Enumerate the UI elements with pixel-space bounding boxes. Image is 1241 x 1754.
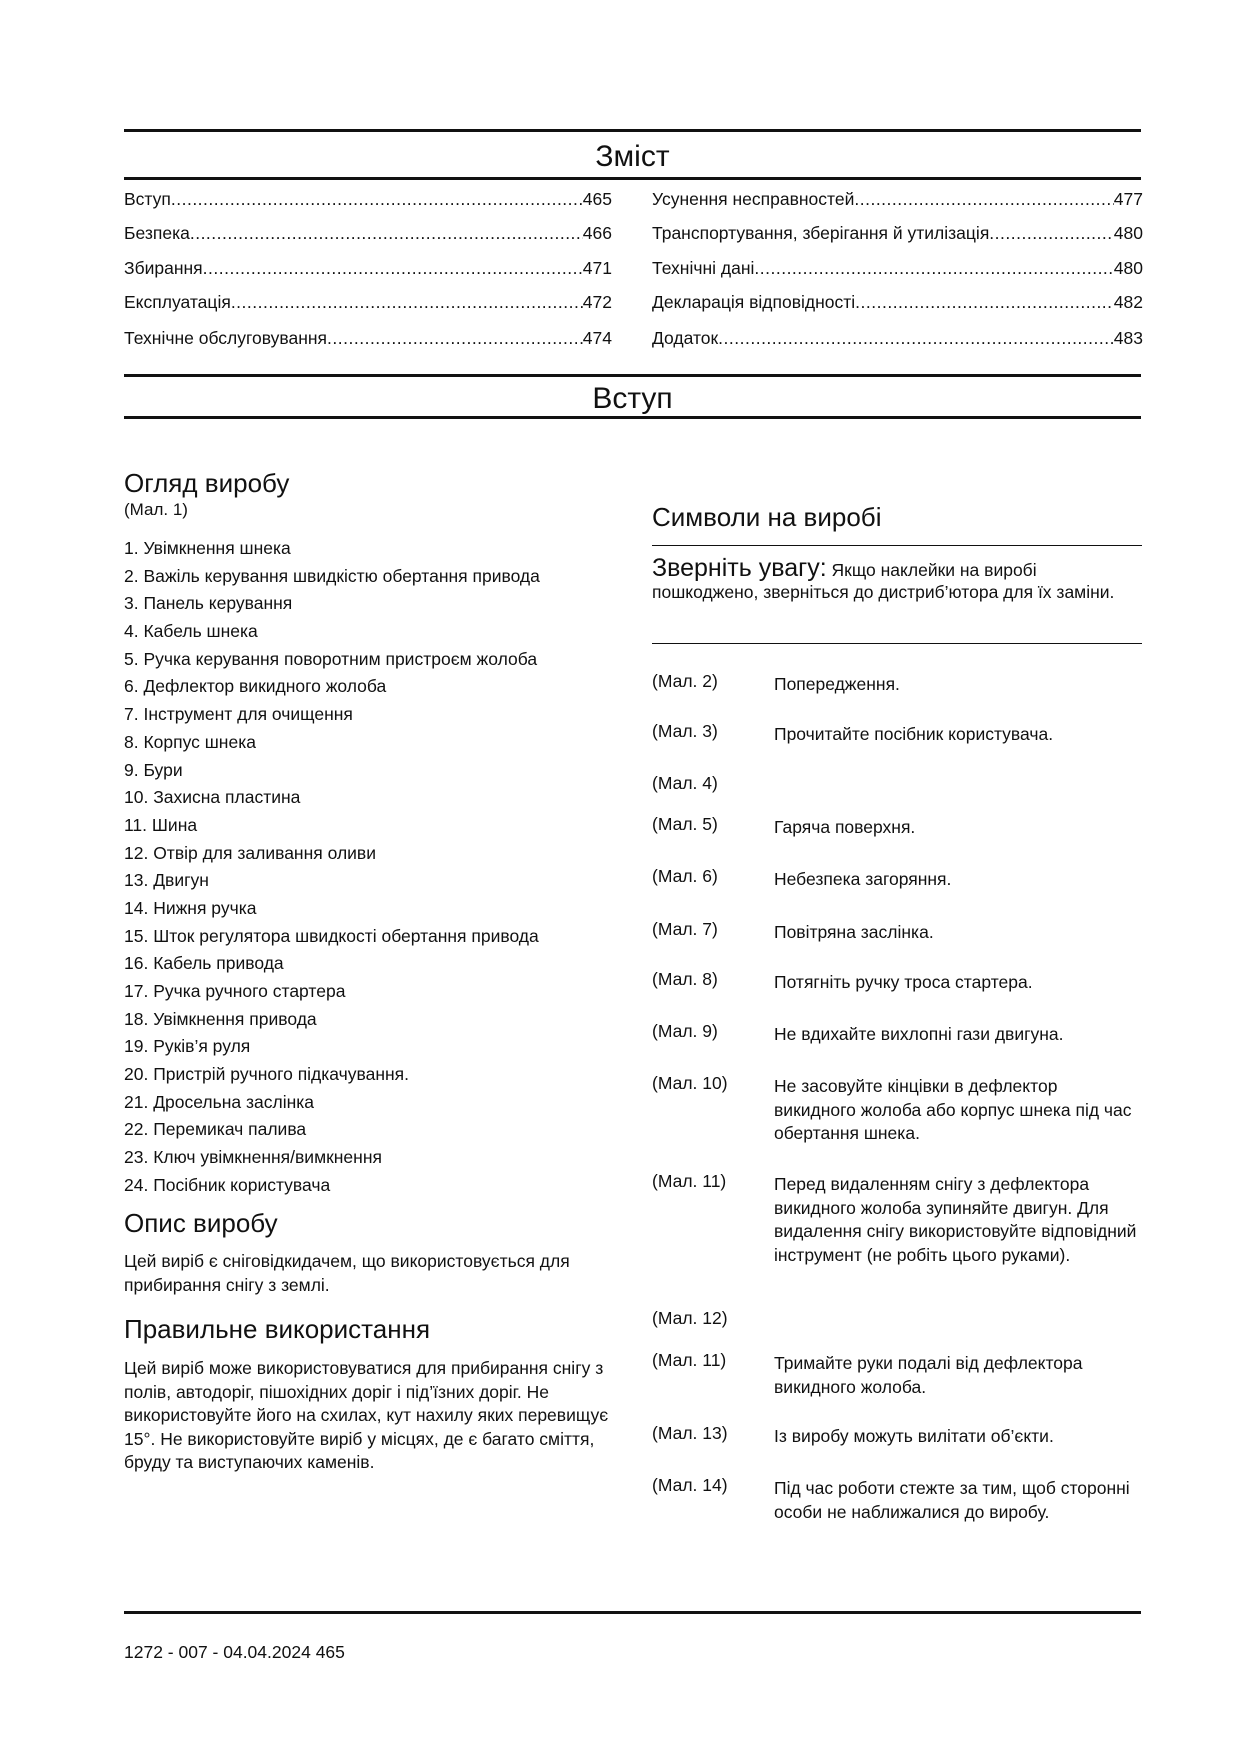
symbol-figure-ref: (Мал. 8) bbox=[652, 969, 718, 989]
toc-entry-page: 474 bbox=[582, 328, 612, 348]
list-item: 4. Кабель шнека bbox=[124, 621, 258, 642]
toc-entry-page: 472 bbox=[582, 292, 612, 312]
list-item: 12. Отвір для заливання оливи bbox=[124, 842, 377, 863]
toc-entry-label: Вступ bbox=[124, 189, 171, 209]
list-item: 21. Дросельна заслінка bbox=[124, 1091, 315, 1112]
description-text: Цей виріб є сніговідкидачем, що використовується для прибирання снігу з землі. bbox=[124, 1251, 570, 1295]
toc-entry-safety[interactable] bbox=[124, 221, 612, 245]
symbol-description: Не засовуйте кінцівки в дефлектор викидного жолоба або корпус шнека під час обертання шнека. bbox=[774, 1076, 1132, 1143]
toc-entry-label: Експлуатація bbox=[124, 292, 231, 312]
notice-lead: Зверніть увагу: bbox=[652, 554, 827, 582]
list-item: 13. Двигун bbox=[124, 870, 209, 891]
symbol-description: Перед видаленням снігу з дефлектора викидного жолоба зупиняйте двигун. Для видалення снігу використовуйте відповідний інструмент (не робіть цього руками). bbox=[774, 1174, 1137, 1265]
toc-entry-page: 471 bbox=[582, 258, 612, 278]
symbol-description: Попередження. bbox=[774, 674, 900, 694]
footer-doc-code: 1272 - 007 - 04.04.2024 bbox=[124, 1642, 311, 1662]
list-item: 23. Ключ увімкнення/вимкнення bbox=[124, 1147, 382, 1168]
symbol-description: Гаряча поверхня. bbox=[774, 817, 916, 837]
toc-entry-page: 480 bbox=[1113, 223, 1143, 243]
toc-entry-label: Безпека bbox=[124, 223, 190, 243]
footer-page-number: 465 bbox=[315, 1642, 345, 1662]
list-item: 18. Увімкнення привода bbox=[124, 1008, 317, 1029]
symbol-figure-ref: (Мал. 14) bbox=[652, 1475, 728, 1495]
toc-entry-assembly[interactable] bbox=[124, 256, 612, 280]
toc-entry-operation[interactable] bbox=[124, 290, 612, 314]
list-item: 14. Нижня ручка bbox=[124, 897, 257, 918]
list-item: 1. Увімкнення шнека bbox=[124, 538, 291, 558]
toc-entry-label: Усунення несправностей bbox=[652, 189, 855, 209]
list-item: 20. Пристрій ручного підкачування. bbox=[124, 1064, 410, 1085]
symbol-figure-ref: (Мал. 10) bbox=[652, 1073, 728, 1093]
toc-entry-label: Технічне обслуговування bbox=[124, 328, 328, 348]
list-item: 6. Дефлектор викидного жолоба bbox=[124, 676, 387, 697]
toc-title: Зміст bbox=[595, 140, 670, 173]
list-item: 10. Захисна пластина bbox=[124, 787, 301, 808]
toc-entry-label: Додаток bbox=[652, 328, 719, 348]
symbol-figure-ref: (Мал. 12) bbox=[652, 1308, 728, 1328]
intended-use-text: Цей виріб може використовуватися для прибирання снігу з полів, автодоріг, пішохідних доріг і під’їзних доріг. Не використовуйте його на схилах, кут нахилу яких перевищує 15°. Не використовуйте виріб у місцях, де є багато сміття, бруду та виступаючих каменів. bbox=[124, 1358, 609, 1472]
description-heading: Опис виробу bbox=[124, 1208, 278, 1238]
toc-top-rule bbox=[124, 129, 1141, 132]
list-item: 2. Важіль керування швидкістю обертання привода bbox=[124, 565, 540, 586]
toc-entry-troubleshooting[interactable] bbox=[652, 187, 1143, 211]
symbol-figure-ref: (Мал. 4) bbox=[652, 773, 718, 793]
list-item: 19. Руків’я руля bbox=[124, 1036, 251, 1057]
list-item: 22. Перемикач палива bbox=[124, 1119, 307, 1140]
toc-bottom-rule bbox=[124, 177, 1141, 180]
symbol-figure-ref: (Мал. 11) bbox=[652, 1171, 727, 1191]
symbol-figure-ref: (Мал. 9) bbox=[652, 1021, 718, 1041]
list-item: 5. Ручка керування поворотним пристроєм жолоба bbox=[124, 648, 538, 669]
symbol-description: Потягніть ручку троса стартера. bbox=[774, 972, 1033, 992]
list-item: 15. Шток регулятора швидкості обертання привода bbox=[124, 925, 539, 946]
symbol-description: Повітряна заслінка. bbox=[774, 922, 934, 942]
symbol-description: Тримайте руки подалі від дефлектора викидного жолоба. bbox=[774, 1353, 1083, 1397]
symbol-description: Із виробу можуть вилітати об’єкти. bbox=[774, 1426, 1054, 1446]
symbol-figure-ref: (Мал. 3) bbox=[652, 721, 718, 741]
list-item: 11. Шина bbox=[124, 814, 198, 835]
toc-entry-page: 483 bbox=[1113, 328, 1143, 348]
list-item: 24. Посібник користувача bbox=[124, 1174, 331, 1195]
overview-heading: Огляд виробу bbox=[124, 468, 290, 498]
toc-entry-label: Декларація відповідності bbox=[652, 292, 856, 312]
toc-entry-label: Збирання bbox=[124, 258, 203, 278]
list-item: 3. Панель керування bbox=[124, 593, 293, 614]
symbol-figure-ref: (Мал. 7) bbox=[652, 919, 718, 939]
symbols-rule-top bbox=[652, 545, 1142, 546]
intended-use-heading: Правильне використання bbox=[124, 1314, 431, 1344]
symbol-description: Прочитайте посібник користувача. bbox=[774, 724, 1054, 744]
toc-entry-label: Технічні дані bbox=[652, 258, 755, 278]
toc-entry-declaration[interactable] bbox=[652, 290, 1143, 314]
list-item: 16. Кабель привода bbox=[124, 953, 284, 974]
toc-entry-page: 477 bbox=[1113, 189, 1143, 209]
intro-title: Вступ bbox=[592, 382, 673, 415]
footer bbox=[124, 1640, 345, 1664]
symbol-figure-ref: (Мал. 2) bbox=[652, 671, 718, 691]
list-item: 7. Інструмент для очищення bbox=[124, 704, 353, 725]
toc-entry-transport-storage[interactable] bbox=[652, 221, 1143, 245]
symbols-rule-bottom bbox=[652, 643, 1142, 644]
symbol-description: Не вдихайте вихлопні гази двигуна. bbox=[774, 1024, 1064, 1044]
symbol-figure-ref: (Мал. 11) bbox=[652, 1350, 727, 1370]
list-item: 8. Корпус шнека bbox=[124, 731, 256, 752]
toc-entry-label: Транспортування, зберігання й утилізація bbox=[652, 223, 990, 243]
symbol-figure-ref: (Мал. 5) bbox=[652, 814, 718, 834]
notice-text: Якщо наклейки на виробі пошкоджено, зверніться до дистриб’ютора для їх заміни. bbox=[652, 560, 1115, 602]
intro-top-rule bbox=[124, 374, 1141, 377]
toc-entry-introduction[interactable] bbox=[124, 187, 612, 211]
footer-rule bbox=[124, 1611, 1141, 1614]
overview-figure-ref: (Мал. 1) bbox=[124, 500, 188, 519]
intro-bottom-rule bbox=[124, 416, 1141, 419]
toc-entry-appendix[interactable] bbox=[652, 326, 1143, 350]
symbol-figure-ref: (Мал. 6) bbox=[652, 866, 718, 886]
notice-box bbox=[652, 554, 1142, 603]
toc-entry-technical-data[interactable] bbox=[652, 256, 1143, 280]
toc-entry-page: 482 bbox=[1113, 292, 1143, 312]
list-item: 9. Бури bbox=[124, 759, 183, 780]
toc-entry-page: 466 bbox=[582, 223, 612, 243]
toc-entry-page: 465 bbox=[582, 189, 612, 209]
parts-list bbox=[124, 536, 624, 1201]
list-item: 17. Ручка ручного стартера bbox=[124, 981, 346, 1001]
symbol-description: Під час роботи стежте за тим, щоб сторонні особи не наближалися до виробу. bbox=[774, 1478, 1130, 1522]
symbol-figure-ref: (Мал. 13) bbox=[652, 1423, 728, 1443]
symbol-description: Небезпека загоряння. bbox=[774, 869, 952, 889]
toc-entry-page: 480 bbox=[1113, 258, 1143, 278]
symbols-heading: Символи на виробі bbox=[652, 502, 882, 532]
toc-entry-maintenance[interactable] bbox=[124, 326, 612, 350]
